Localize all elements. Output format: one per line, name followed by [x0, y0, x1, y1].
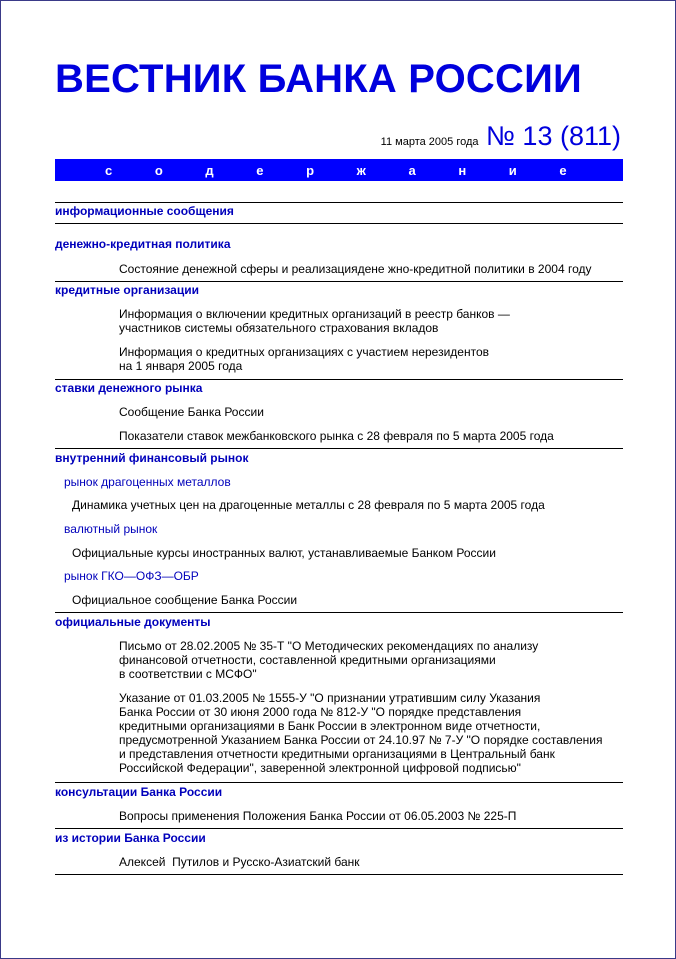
toc-item[interactable]: Информация о кредитных организациях с участием нерезидентов на 1 января 2005 года — [119, 345, 490, 373]
issue-date: 11 марта 2005 года — [380, 136, 479, 148]
toc-item[interactable]: Сообщение Банка России — [119, 405, 264, 419]
divider — [55, 612, 623, 613]
bulletin-title: ВЕСТНИК БАНКА РОССИИ — [55, 57, 583, 101]
section-domestic-link[interactable]: внутренний финансовый рынок — [55, 451, 249, 465]
subsection-metals-link[interactable]: рынок драгоценных металлов — [64, 475, 231, 489]
toc-item[interactable]: Алексей Путилов и Русско-Азиатский банк — [119, 855, 360, 869]
toc-item[interactable]: Вопросы применения Положения Банка России от 06.05.2003 № 225-П — [119, 809, 517, 823]
toc-item[interactable]: Официальные курсы иностранных валют, устанавливаемые Банком России — [72, 546, 496, 560]
contents-banner — [55, 159, 623, 181]
section-official-link[interactable]: официальные документы — [55, 615, 211, 629]
divider — [55, 223, 623, 224]
toc-item[interactable]: Письмо от 28.02.2005 № 35-Т "О Методических рекомендациях по анализу финансовой отчетности, составленной кредитными организациями в соответствии с МСФО" — [119, 639, 539, 681]
section-credit-link[interactable]: кредитные организации — [55, 283, 199, 297]
contents-label: с о д е р ж а н и е — [105, 163, 587, 178]
issue-number: № 13 (811) — [485, 121, 621, 151]
divider — [55, 202, 623, 203]
subsection-gko-link[interactable]: рынок ГКО—ОФЗ—ОБР — [64, 569, 199, 583]
divider — [55, 379, 623, 380]
section-rates-link[interactable]: ставки денежного рынка — [55, 381, 203, 395]
toc-item[interactable]: Показатели ставок межбанковского рынка с 28 февраля по 5 марта 2005 года — [119, 429, 554, 443]
section-consult-link[interactable]: консультации Банка России — [55, 785, 223, 799]
subsection-currency-link[interactable]: валютный рынок — [64, 522, 158, 536]
divider — [55, 281, 623, 282]
toc-item[interactable]: Информация о включении кредитных организаций в реестр банков — участников системы обязательного страхования вкладов — [119, 307, 510, 335]
section-info-link[interactable]: информационные сообщения — [55, 204, 234, 218]
toc-item[interactable]: Официальное сообщение Банка России — [72, 593, 298, 607]
toc-item[interactable]: Динамика учетных цен на драгоценные металлы с 28 февраля по 5 марта 2005 года — [72, 498, 545, 512]
issue-info — [55, 121, 621, 153]
divider — [55, 782, 623, 783]
section-monetary-link[interactable]: денежно-кредитная политика — [55, 237, 231, 251]
divider — [55, 448, 623, 449]
divider — [55, 874, 623, 875]
toc-item[interactable]: Состояние денежной сферы и реализациядене жно-кредитной политики в 2004 году — [119, 262, 592, 276]
divider — [55, 828, 623, 829]
section-history-link[interactable]: из истории Банка России — [55, 831, 206, 845]
toc-item[interactable]: Указание от 01.03.2005 № 1555-У "О признании утратившим силу Указания Банка России от 30 июня 2000 года № 812-У "О порядке представления кредитными организациями в Банк России в электронном виде отчетности, предусмотренной Указанием Банка России от 24.10.97 № 7-У "О порядке составления и представления отчетности кредитными организациями в Центральный банк Российской Федерации", заверенной электронной цифровой подписью" — [119, 691, 603, 775]
